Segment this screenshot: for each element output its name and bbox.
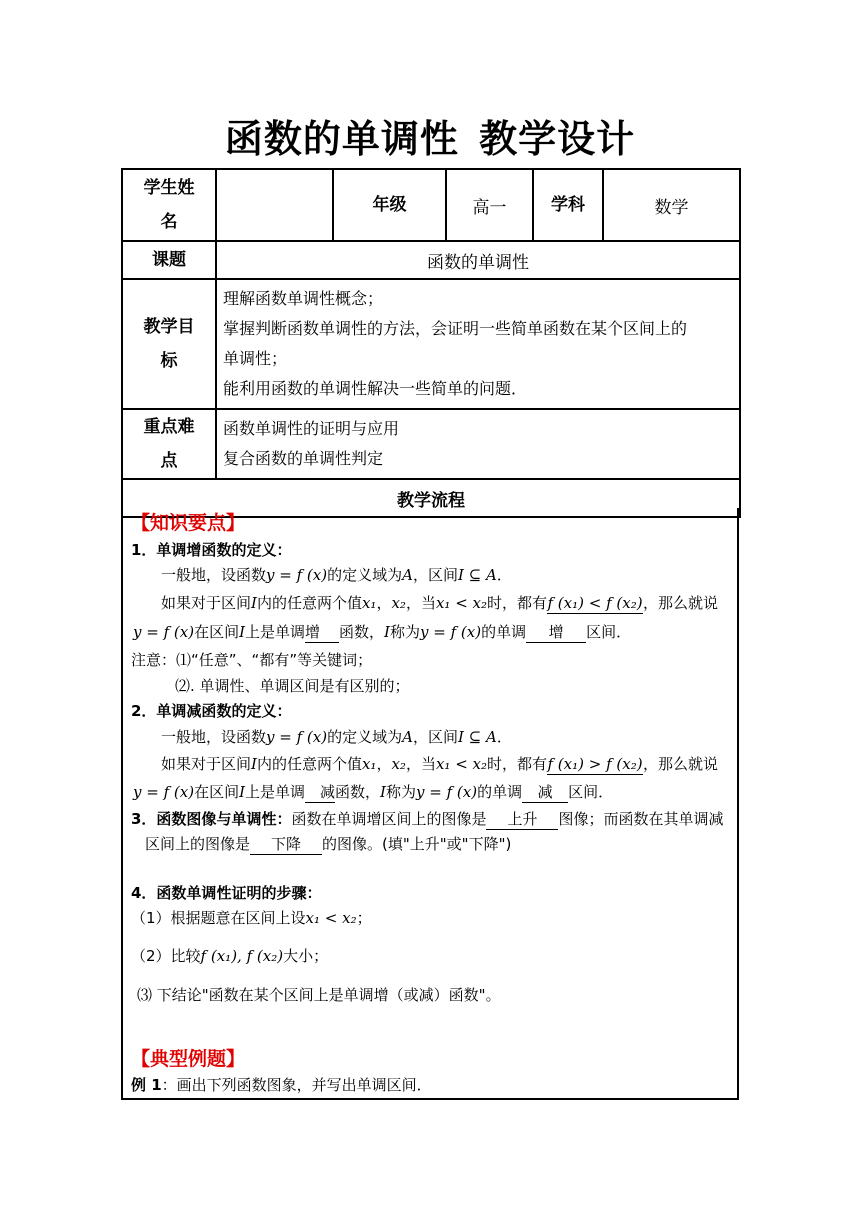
goal-item: 能利用函数的单调性解决一些简单的问题． (223, 379, 528, 398)
proof-step-2: （2）比较f (x₁), f (x₂)大小； (131, 947, 329, 965)
grade-value: 高一 (446, 169, 533, 241)
increasing-def-line-2: 如果对于区间I内的任意两个值x₁，x₂，当x₁ < x₂时，都有f (x₁) < f (x₂)，那么就说 (161, 594, 719, 612)
increasing-definition-title: 1．单调增函数的定义： (131, 541, 292, 559)
student-name-value (216, 169, 333, 241)
example-1: 例 1：画出下列函数图象，并写出单调区间． (131, 1076, 432, 1094)
decreasing-def-line-3: y = f (x)在区间I上是单调 减函数，I称为y = f (x)的单调 减 区间． (133, 783, 614, 801)
key-point-item: 复合函数的单调性判定 (223, 449, 384, 468)
key-points-list (216, 409, 740, 479)
note-line-1: 注意：⑴“任意”、“都有”等关键词； (131, 651, 373, 669)
subject-value: 数学 (603, 169, 740, 241)
goal-item: 掌握判断函数单调性的方法，会证明一些简单函数在某个区间上的 (223, 319, 688, 338)
teaching-flow-header: 教学流程 (122, 479, 740, 517)
decreasing-def-line-2: 如果对于区间I内的任意两个值x₁，x₂，当x₁ < x₂时，都有f (x₁) > f (x₂)，那么就说 (161, 755, 719, 773)
goals-list (216, 279, 740, 409)
topic-label: 课题 (122, 241, 216, 279)
knowledge-section-title: 【知识要点】 (131, 512, 246, 534)
examples-section-title: 【典型例题】 (131, 1048, 246, 1070)
teaching-flow-body (121, 508, 739, 1100)
key-points-label: 重点难点 (122, 409, 216, 479)
proof-steps-title: 4．函数单调性证明的步骤： (131, 884, 322, 902)
increasing-def-line-1: 一般地，设函数y = f (x)的定义域为A，区间I ⊆ A． (161, 566, 512, 584)
increasing-def-line-3: y = f (x)在区间I上是单调增 函数，I称为y = f (x)的单调 增 区间． (133, 623, 632, 641)
topic-value: 函数的单调性 (216, 241, 740, 279)
goal-item: 理解函数单调性概念； (223, 289, 384, 308)
goals-label: 教学目标 (122, 279, 216, 409)
key-point-item: 函数单调性的证明与应用 (223, 419, 400, 438)
info-table (121, 168, 741, 518)
grade-label: 年级 (333, 169, 446, 241)
decreasing-def-line-1: 一般地，设函数y = f (x)的定义域为A，区间I ⊆ A． (161, 728, 512, 746)
graph-monotonicity-line-1: 3．函数图像与单调性：函数在单调增区间上的图像是 上升 图像；而函数在其单调减 (131, 810, 724, 828)
proof-step-1: （1）根据题意在区间上设x₁ < x₂； (131, 909, 372, 927)
student-name-label: 学生姓名 (122, 169, 216, 241)
document-title: 函数的单调性 教学设计 (224, 117, 636, 161)
subject-label: 学科 (533, 169, 603, 241)
proof-step-3: ⑶ 下结论"函数在某个区间上是单调增（或减）函数"。 (137, 986, 501, 1004)
note-line-2: ⑵. 单调性、单调区间是有区别的； (175, 677, 410, 695)
decreasing-definition-title: 2．单调减函数的定义： (131, 702, 292, 720)
goal-item: 单调性； (223, 349, 288, 368)
graph-monotonicity-line-2: 区间上的图像是 下降 的图像。(填"上升"或"下降") (145, 835, 512, 853)
